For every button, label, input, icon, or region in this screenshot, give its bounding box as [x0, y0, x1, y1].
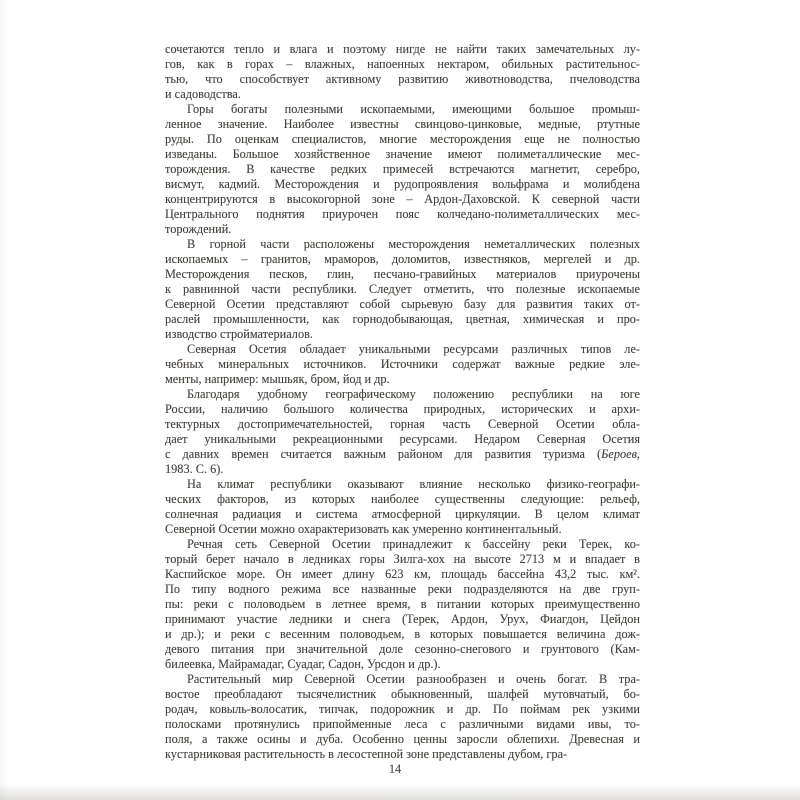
- text-line: дает уникальными рекреационными ресурсами. Недаром Северная Осетия: [165, 432, 640, 446]
- text-line: ископаемых – гранитов, мраморов, доломитов, известняков, мергелей и др.: [165, 252, 640, 266]
- text-line: торый берет начало в ледниках горы Зилга-хох на высоте 2713 м и впадает в: [165, 552, 640, 566]
- text-line: Северной Осетии можно охарактеризовать как умеренно континентальный.: [165, 522, 562, 536]
- text-line: Северной Осетии представляют собой сырьевую базу для развития таких от-: [165, 297, 640, 311]
- page-number: 14: [388, 762, 402, 776]
- text-line: раслей промышленности, как горнодобывающая, цветная, химическая и про-: [165, 312, 640, 326]
- text-line: пы: реки с половодьем в летнее время, в питании которых преимущественно: [165, 597, 640, 611]
- text-line: девого питания при значительной доле сезонно-снегового и грунтового (Кам-: [165, 642, 640, 656]
- paragraph: [165, 342, 640, 387]
- text-line: востое преобладают тысячелистник обыкновенный, шалфей мутовчатый, бо-: [165, 687, 640, 701]
- text-line: менты, например: мышьяк, бром, йод и др.: [165, 372, 390, 386]
- text-line: Месторождения песков, глин, песчано-гравийных материалов приурочены: [165, 267, 640, 281]
- text-line: В горной части расположены месторождения неметаллических полезных: [187, 237, 640, 251]
- paragraph: [165, 537, 640, 672]
- paragraph: [165, 477, 640, 537]
- text-line: Благодаря удобному географическому положению республики на юге: [187, 387, 640, 401]
- text-line: родач, ковыль-волосатик, типчак, подорожник и др. По поймам рек узкими: [165, 702, 640, 716]
- text-line: и др.); и реки с весенним половодьем, в которых повышается величина дож-: [165, 627, 640, 641]
- text-line: поля, а также осины и дуба. Особенно ценны заросли облепихи. Древесная и: [165, 732, 640, 746]
- text-line: Растительный мир Северной Осетии разнообразен и очень богат. В тра-: [187, 672, 640, 686]
- paragraph: [165, 42, 640, 102]
- text-line: полосками протянулись припойменные леса с различными видами ивы, то-: [165, 717, 640, 731]
- text-line: торождения. В качестве редких примесей встречаются магнетит, серебро,: [165, 162, 640, 176]
- text-line: Центрального поднятия приурочен пояс колчедано-полиметаллических мес-: [165, 207, 640, 221]
- text-line: тектурных достопримечательностей, горная часть Северной Осетии обла-: [165, 417, 640, 431]
- text-line: На климат республики оказывают влияние несколько физико-географи-: [187, 477, 640, 491]
- text-line: билеевка, Майрамадаг, Суадаг, Садон, Урсдон и др.).: [165, 657, 441, 671]
- scan-edge-shading-left: [0, 0, 8, 800]
- text-line: России, наличию большого количества природных, исторических и архи-: [165, 402, 640, 416]
- paragraph: [165, 102, 640, 237]
- text-line: Северная Осетия обладает уникальными ресурсами различных типов ле-: [187, 342, 640, 356]
- text-line: изводство стройматериалов.: [165, 327, 313, 341]
- text-line: гов, как в горах – влажных, напоенных нектаром, обильных растительнос-: [165, 57, 640, 71]
- text-line: Речная сеть Северной Осетии принадлежит к бассейну реки Терек, ко-: [187, 537, 640, 551]
- text-line: кустарниковая растительность в лесостепной зоне представлены дубом, гра-: [165, 747, 568, 761]
- paragraph: [165, 237, 640, 342]
- text-line: Горы богаты полезными ископаемыми, имеющими большое промыш-: [187, 102, 640, 116]
- text-line: руды. По оценкам специалистов, многие месторождения еще не полностью: [165, 132, 640, 146]
- text-line: ленное значение. Наиболее известны свинцово-цинковые, медные, ртутные: [165, 117, 640, 131]
- text-line: принимают участие ледники и снега (Терек, Ардон, Урух, Фиагдон, Цейдон: [165, 612, 640, 626]
- text-line: солнечная радиация и система атмосферной циркуляции. В целом климат: [165, 507, 640, 521]
- text-line: сочетаются тепло и влага и поэтому нигде не найти таких замечательных лу-: [165, 42, 640, 56]
- paragraph: [165, 672, 640, 762]
- paragraph: [165, 387, 640, 477]
- text-line: 1983. С. 6).: [165, 462, 224, 476]
- text-line: к равнинной части республики. Следует отметить, что полезные ископаемые: [165, 282, 640, 296]
- text-line: чебных минеральных источников. Источники содержат важные редкие эле-: [165, 357, 640, 371]
- text-line: торождений.: [165, 222, 232, 236]
- text-line: По типу водного режима все названные реки подразделяются на две груп-: [165, 582, 640, 596]
- scan-edge-shading-bottom: [0, 784, 800, 800]
- page-text-column: [165, 42, 640, 762]
- text-line: тью, что способствует активному развитию животноводства, пчеловодства: [165, 72, 640, 86]
- text-line: с давних времен считается важным районом для развития туризма (Бероев,: [165, 447, 640, 461]
- text-line: Каспийское море. Он имеет длину 623 км, площадь бассейна 43,2 тыс. км².: [165, 567, 640, 581]
- text-line: концентрируются в высокогорной зоне – Ардон-Даховской. К северной части: [165, 192, 640, 206]
- text-line: изведаны. Большое хозяйственное значение имеют полиметаллические мес-: [165, 147, 640, 161]
- text-line: ческих факторов, из которых наиболее существенны следующие: рельеф,: [165, 492, 640, 506]
- text-line: висмут, кадмий. Месторождения и рудопроявления вольфрама и молибдена: [165, 177, 640, 191]
- text-line: и садоводства.: [165, 87, 241, 101]
